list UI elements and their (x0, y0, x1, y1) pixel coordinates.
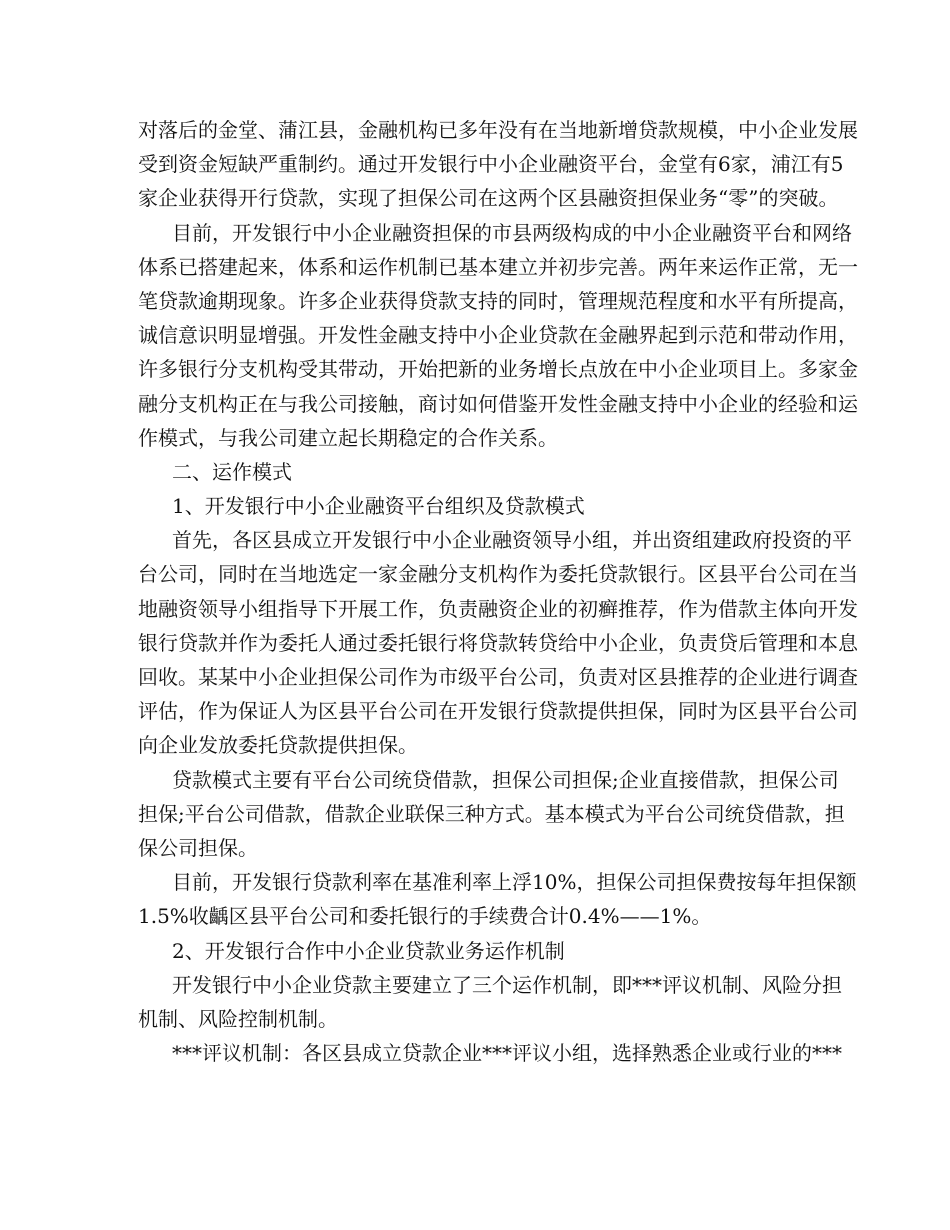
text-line: 台公司，同时在当地选定一家金融分支机构作为委托贷款银行。区县平台公司在当 (138, 562, 858, 587)
text-line: 笔贷款逾期现象。许多企业获得贷款支持的同时，管理规范程度和水平有所提高， (138, 288, 858, 313)
document-body (138, 113, 858, 1070)
text-line: 二、运作模式 (172, 459, 292, 484)
text-line: 首先，各区县成立开发银行中小企业融资领导小组，并出资组建政府投资的平 (172, 528, 852, 553)
text-line: 作模式，与我公司建立起长期稳定的合作关系。 (138, 425, 558, 450)
text-line: 对落后的金堂、蒲江县，金融机构已多年没有在当地新增贷款规模，中小企业发展 (138, 118, 858, 142)
text-line: 受到资金短缺严重制约。通过开发银行中小企业融资平台，金堂有6家，浦江有5 (138, 152, 844, 177)
text-line: 贷款模式主要有平台公司统贷借款，担保公司担保;企业直接借款，担保公司 (172, 767, 839, 792)
text-line: 目前，开发银行贷款利率在基准利率上浮10%，担保公司担保费按每年担保额 (172, 870, 857, 895)
text-line: 诚信意识明显增强。开发性金融支持中小企业贷款在金融界起到示范和带动作用， (138, 323, 858, 348)
text-line: 银行贷款并作为委托人通过委托银行将贷款转贷给中小企业，负责贷后管理和本息 (138, 630, 858, 655)
text-line: ***评议机制：各区县成立贷款企业***评议小组，选择熟悉企业或行业的*** (172, 1041, 842, 1066)
text-line: 保公司担保。 (138, 835, 258, 860)
text-line: 家企业获得开行贷款，实现了担保公司在这两个区县融资担保业务“零”的突破。 (138, 186, 839, 211)
text-line: 1.5%收齲区县平台公司和委托银行的手续费合计0.4%——1%。 (138, 904, 712, 929)
text-line: 融分支机构正在与我公司接触，商讨如何借鉴开发性金融支持中小企业的经验和运 (138, 391, 858, 416)
text-line: 回收。某某中小企业担保公司作为市级平台公司，负责对区县推荐的企业进行调查 (138, 665, 858, 689)
text-line: 地融资领导小组指导下开展工作，负责融资企业的初癣推荐，作为借款主体向开发 (138, 596, 858, 621)
text-line: 开发银行中小企业贷款主要建立了三个运作机制，即***评议机制、风险分担 (172, 972, 842, 997)
text-line: 担保;平台公司借款，借款企业联保三种方式。基本模式为平台公司统贷借款，担 (138, 801, 845, 826)
text-line: 目前，开发银行中小企业融资担保的市县两级构成的中小企业融资平台和网络 (172, 220, 852, 245)
text-line: 许多银行分支机构受其带动，开始把新的业务增长点放在中小企业项目上。多家金 (138, 357, 858, 382)
text-line: 2、开发银行合作中小企业贷款业务运作机制 (172, 938, 565, 963)
text-line: 体系已搭建起来，体系和运作机制已基本建立并初步完善。两年来运作正常，无一 (138, 254, 858, 279)
text-line: 向企业发放委托贷款提供担保。 (138, 733, 418, 758)
text-line: 评估，作为保证人为区县平台公司在开发银行贷款提供担保，同时为区县平台公司 (138, 699, 858, 724)
text-line: 机制、风险控制机制。 (138, 1006, 338, 1031)
text-line: 1、开发银行中小企业融资平台组织及贷款模式 (172, 494, 585, 519)
